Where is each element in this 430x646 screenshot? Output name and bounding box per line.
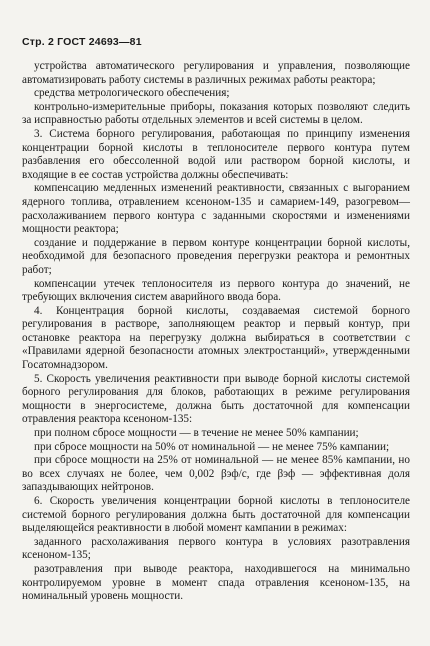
paragraph: при сбросе мощности на 50% от номинальной — не менее 75% кампании;	[34, 440, 390, 453]
paragraph: 3. Система борного регулирования, работающая по принципу изменения концентрации борной кислоты в теплоносителе первого контура путем разбавления его обессоленной водой или раствором борной кислоты, и входящие в ее состав устройства должны обеспечивать:	[22, 127, 410, 181]
paragraph: при полном сбросе мощности — в течение не менее 50% кампании;	[34, 427, 359, 440]
paragraph: заданного расхолаживания первого контура в условиях разотравления ксеноном-135;	[22, 535, 410, 562]
paragraph: устройства автоматического регулирования и управления, позволяющие автоматизировать работу системы в различных режимах работы реактора;	[22, 60, 410, 86]
page-body	[22, 60, 410, 604]
paragraph: 6. Скорость увеличения концентрации борной кислоты в теплоносителе системой борного регулирования должна быть достаточной для компенсации выделяющейся реактивности в любой момент кампании в режимах:	[22, 495, 410, 535]
paragraph: средства метрологического обеспечения;	[34, 87, 230, 100]
paragraph: контрольно-измерительные приборы, показания которых позволяют следить за исправностью работы отдельных элементов и всей системы в целом.	[22, 100, 410, 127]
paragraph: 5. Скорость увеличения реактивности при выводе борной кислоты системой борного регулирования для блоков, работающих в режиме регулирования мощности в энергосистеме, должна быть достаточной для компенсации отравления реактора ксеноном-135:	[22, 372, 410, 426]
paragraph: создание и поддержание в первом контуре концентрации борной кислоты, необходимой для безопасного проведения перегрузки реактора и ремонтных работ;	[22, 236, 410, 276]
paragraph: разотравления при выводе реактора, находившегося на минимально контролируемом уровне в момент спада отравления ксеноном-135, на номинальный уровень мощности.	[22, 562, 410, 603]
page-header: Стр. 2 ГОСТ 24693—81	[22, 36, 142, 48]
paragraph: компенсации утечек теплоносителя из первого контура до значений, не требующих включения систем аварийного ввода бора.	[22, 277, 410, 304]
paragraph: 4. Концентрация борной кислоты, создаваемая системой борного регулирования в растворе, заполняющем реактор и первый контур, при остановке реактора на перегрузку должна выбираться в соответствии с «Правилами ядерной безопасности атомных электростанций», утвержденными Госатомнадзором.	[22, 304, 410, 372]
paragraph: при сбросе мощности на 25% от номинальной — не менее 85% кампании, но во всех случаях не более, чем 0,002 βэф/с, где βэф — эффективная доля запаздывающих нейтронов.	[22, 454, 410, 494]
paragraph: компенсацию медленных изменений реактивности, связанных с выгоранием ядерного топлива, отравлением ксеноном-135 и самарием-149, разогревом—расхолаживанием первого контура с заданными скоростями и изменениями мощности реактора;	[22, 182, 410, 236]
